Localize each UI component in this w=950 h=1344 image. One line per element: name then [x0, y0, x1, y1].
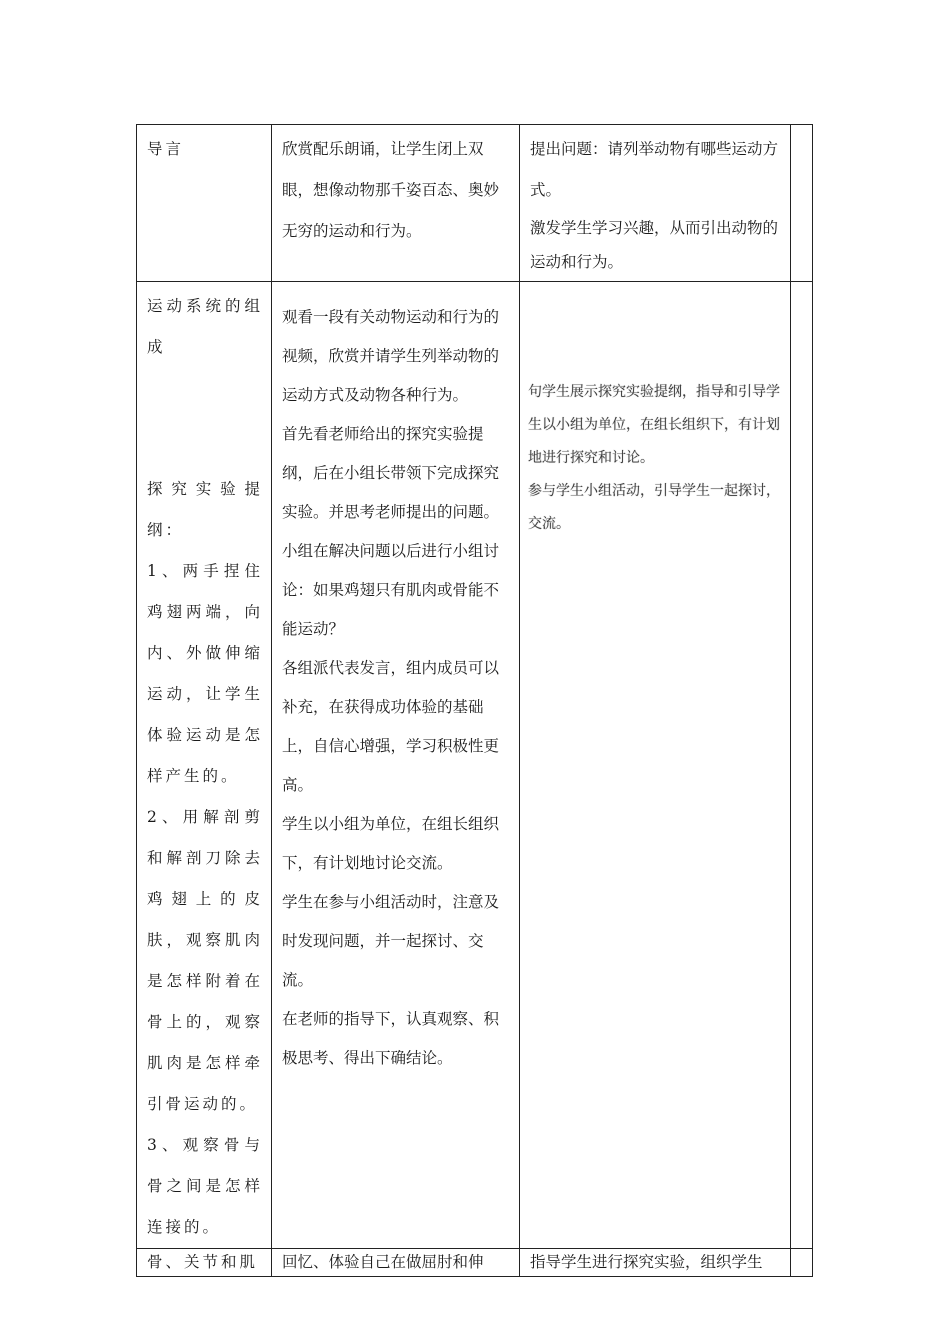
- cell-stage: [137, 1249, 272, 1277]
- table-row-bones: [137, 1249, 813, 1277]
- student-activity-conclusion: 在老师的指导下，认真观察、积极思考、得出下确结论。: [282, 1010, 500, 1067]
- stage-title: 运动系统的组成: [147, 297, 263, 356]
- teacher-intent-text: 激发学生学习兴趣，从而引出动物的运动和行为。: [530, 219, 779, 271]
- table-row-intro: [137, 125, 813, 282]
- outline-heading: 探究实验提纲：: [147, 480, 263, 539]
- teacher-activity-guide: 句学生展示探究实验提纲，指导和引导学生以小组为单位，在组长组织下，有计划地进行探究和讨论。: [528, 384, 780, 466]
- cell-teacher-activity: [520, 125, 791, 282]
- teacher-activity-text: 提出问题：请列举动物有哪些运动方式。: [530, 140, 779, 199]
- student-activity-group: 学生以小组为单位，在组长组织下，有计划地讨论交流。: [282, 815, 500, 872]
- table-row-motion-system: [137, 282, 813, 1249]
- student-activity-discussion: 小组在解决问题以后进行小组讨论：如果鸡翅只有肌肉或骨能不能运动？: [282, 542, 500, 638]
- student-activity-experiment: 首先看老师给出的探究实验提纲，后在小组长带领下完成探究实验。并思考老师提出的问题。: [282, 425, 500, 521]
- stage-label: 导言: [147, 140, 185, 158]
- cell-teacher-activity: [520, 282, 791, 1249]
- teacher-activity-text: 指导学生进行探究实验，组织学生: [530, 1253, 763, 1271]
- outline-step-2: 2、用解剖剪和解剖刀除去鸡翅上的皮肤，观察肌肉是怎样附着在骨上的，观察肌肉是怎样牵引骨运动的。: [147, 808, 263, 1113]
- student-activity-explore: 学生在参与小组活动时，注意及时发现问题，并一起探讨、交流。: [282, 893, 500, 989]
- teacher-activity-participate: 参与学生小组活动，引导学生一起探讨，交流。: [528, 483, 780, 532]
- cell-blank: [791, 1249, 813, 1277]
- stage-label: 骨、关节和肌: [147, 1253, 259, 1271]
- cell-teacher-activity: [520, 1249, 791, 1277]
- cell-blank: [791, 125, 813, 282]
- cell-student-activity: [272, 125, 520, 282]
- lesson-plan-table: [136, 124, 813, 1277]
- student-activity-video: 观看一段有关动物运动和行为的视频，欣赏并请学生列举动物的运动方式及动物各种行为。: [282, 308, 500, 404]
- outline-step-1: 1、两手捏住鸡翅两端，向内、外做伸缩运动，让学生体验运动是怎样产生的。: [147, 562, 263, 785]
- cell-student-activity: [272, 1249, 520, 1277]
- student-activity-text: 欣赏配乐朗诵，让学生闭上双眼，想像动物那千姿百态、奥妙无穷的运动和行为。: [282, 140, 500, 240]
- student-activity-text: 回忆、体验自己在做屈肘和伸: [282, 1253, 484, 1271]
- student-activity-report: 各组派代表发言，组内成员可以补充，在获得成功体验的基础上，自信心增强，学习积极性更高。: [282, 659, 500, 794]
- cell-student-activity: [272, 282, 520, 1249]
- cell-stage: [137, 282, 272, 1249]
- outline-step-3: 3、观察骨与骨之间是怎样连接的。: [147, 1136, 263, 1236]
- cell-stage: [137, 125, 272, 282]
- cell-blank: [791, 282, 813, 1249]
